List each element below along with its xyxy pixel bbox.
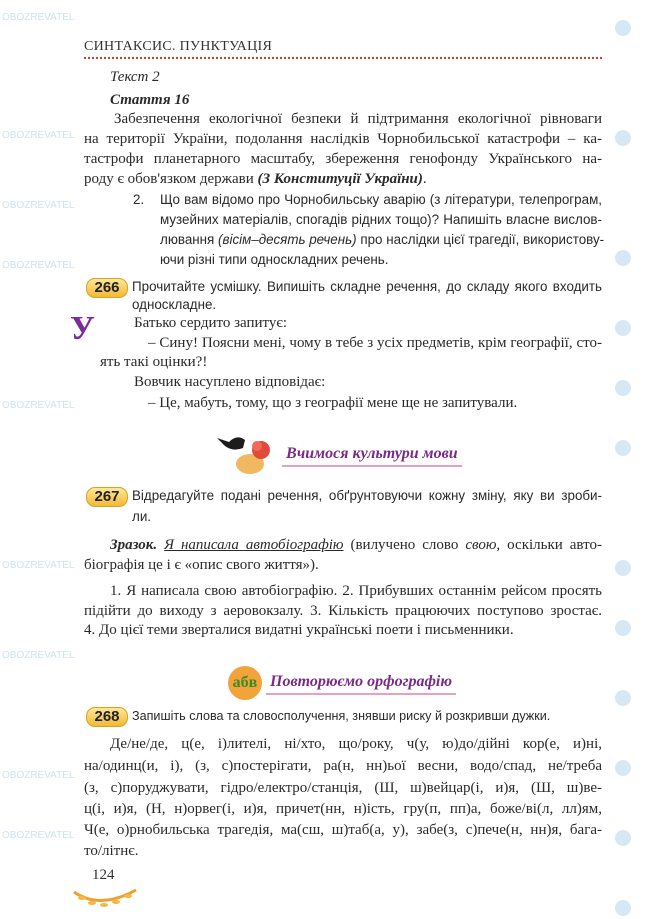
- watermark-text: OBOZREVATEL: [2, 130, 75, 141]
- watermark-text: OBOZREVATEL: [2, 770, 75, 781]
- humor-letter-icon: У: [70, 310, 95, 347]
- article-source: (З Конституції України): [257, 171, 423, 187]
- watermark-logo-icon: [615, 250, 631, 266]
- story-line: Вовчик насуплено відповідає:: [134, 374, 326, 390]
- exercise-instruction: ли.: [132, 509, 152, 524]
- section-banner: Повторюємо орфографію: [266, 672, 456, 695]
- exercise-number-badge: 267: [86, 487, 128, 507]
- watermark-text: OBOZREVATEL: [2, 830, 75, 841]
- task-line: музейних матеріалів, спогадів рідних тощо)? Напишіть власне вислов-: [160, 212, 602, 227]
- task-line: Що вам відомо про Чорнобильську аварію (з літератури, телепрограм,: [160, 192, 602, 207]
- article-line: [84, 170, 602, 188]
- word-line: на/одинц(и, і), (з, с)постерігати, ра(н, нн)ьої весни, водо/спад, не/треба: [84, 758, 602, 774]
- sample-line: [110, 536, 602, 554]
- article-line: на території України, подолання наслідків Чорнобильської катастрофи – ка-: [84, 131, 602, 147]
- bird-flower-icon: [215, 432, 275, 477]
- watermark-logo-icon: [615, 690, 631, 706]
- watermark-logo-icon: [615, 380, 631, 396]
- story-line: – Сину! Поясни мені, чому в тебе з усіх предметів, крім географії, сто-: [148, 335, 602, 351]
- story-line: – Це, мабуть, тому, що з географії мене ще не запитували.: [148, 395, 518, 411]
- task-text: про наслідки цієї трагедії, використову-: [360, 232, 605, 247]
- period: .: [422, 171, 427, 187]
- word-line: (з, с)поруджувати, гідро/електро/станція, (Ш, ш)вейцар(і, и)я, (Ш, ш)ве-: [84, 780, 602, 796]
- sample-label: Зразок.: [110, 537, 158, 553]
- section-header: СИНТАКСИС. ПУНКТУАЦІЯ: [84, 39, 273, 54]
- sample-text: оскільки авто-: [507, 537, 602, 553]
- watermark-text: OBOZREVATEL: [2, 12, 75, 23]
- sample-word: свою,: [465, 537, 501, 553]
- text-label: Текст 2: [110, 69, 160, 85]
- word-line: то/літнє.: [84, 843, 139, 859]
- sample-line: біографія це і є «опис свого життя»).: [84, 557, 319, 573]
- article-line-text: роду є обов'язком держави: [84, 171, 254, 187]
- watermark-logo-icon: [615, 320, 631, 336]
- exercise-instruction: односкладне.: [132, 297, 217, 312]
- watermark-logo-icon: [615, 130, 631, 146]
- exercise-number-badge: 268: [86, 707, 128, 727]
- wheat-ornament-icon: [70, 884, 140, 912]
- task-line: [160, 231, 605, 249]
- watermark-logo-icon: [615, 900, 631, 916]
- watermark-logo-icon: [615, 830, 631, 846]
- exercise-number-badge: 266: [86, 278, 128, 298]
- watermark-logo-icon: [615, 440, 631, 456]
- sample-italic: Я написала автобіографію: [164, 537, 344, 553]
- word-line: Ч(е, о)рнобильська трагедія, ма(сш, ш)таб(а, у), забе(з, с)пече(н, нн)я, бага-: [84, 822, 602, 838]
- article-line: Забезпечення екологічної безпеки й підтримання екологічної рівноваги: [114, 111, 602, 127]
- watermark-text: OBOZREVATEL: [2, 400, 75, 411]
- watermark-logo-icon: [615, 20, 631, 36]
- sentence-line: підійти до виходу з аеровокзалу. 3. Кількість працюючих поступово зростає.: [84, 603, 602, 619]
- story-line: ять такі оцінки?!: [100, 354, 208, 370]
- watermark-logo-icon: [615, 760, 631, 776]
- alphabet-icon: абв: [228, 666, 262, 700]
- section-banner: Вчимося культури мови: [282, 444, 462, 467]
- watermark-logo-icon: [615, 560, 631, 576]
- article-line: тастрофи планетарного масштабу, збереження генофонду Українського на-: [84, 151, 602, 167]
- exercise-instruction: Запишіть слова та словосполучення, знявши риску й розкривши дужки.: [132, 709, 551, 723]
- watermark-logo-icon: [615, 620, 631, 636]
- watermark-text: OBOZREVATEL: [2, 650, 75, 661]
- watermark-text: OBOZREVATEL: [2, 560, 75, 571]
- task-italic: (вісім–десять речень): [218, 232, 357, 247]
- task-number: 2.: [133, 192, 145, 207]
- story-line: Батько сердито запитує:: [134, 315, 288, 331]
- sample-text: (вилучено слово: [350, 537, 459, 553]
- task-line: ючи різні типи односкладних речень.: [160, 252, 389, 267]
- sentence-line: 1. Я написала свою автобіографію. 2. Прибувших останнім рейсом просять: [110, 583, 602, 599]
- watermark-text: OBOZREVATEL: [2, 200, 75, 211]
- sentence-line: 4. До цієї теми зверталися видатні українські поети і письменники.: [84, 622, 514, 638]
- exercise-instruction: Відредагуйте подані речення, обґрунтовуючи кожну зміну, яку ви зроби-: [132, 488, 602, 503]
- page-number: 124: [92, 867, 115, 883]
- article-title: Стаття 16: [110, 92, 190, 108]
- watermark-text: OBOZREVATEL: [2, 260, 75, 271]
- word-line: Де/не/де, ц(е, і)лителі, ні/хто, що/року, ч(у, ю)до/дійні кор(е, и)ні,: [110, 736, 602, 752]
- exercise-instruction: Прочитайте усмішку. Випишіть складне речення, до складу якого входить: [132, 279, 602, 294]
- header-divider: [84, 57, 602, 59]
- task-text: лювання: [160, 232, 215, 247]
- word-line: ц(і, и)я, (Н, н)орвег(і, и)я, причет(нн, н)ість, гру(п, пп)а, боже/ві(л, лл)ям,: [84, 801, 602, 817]
